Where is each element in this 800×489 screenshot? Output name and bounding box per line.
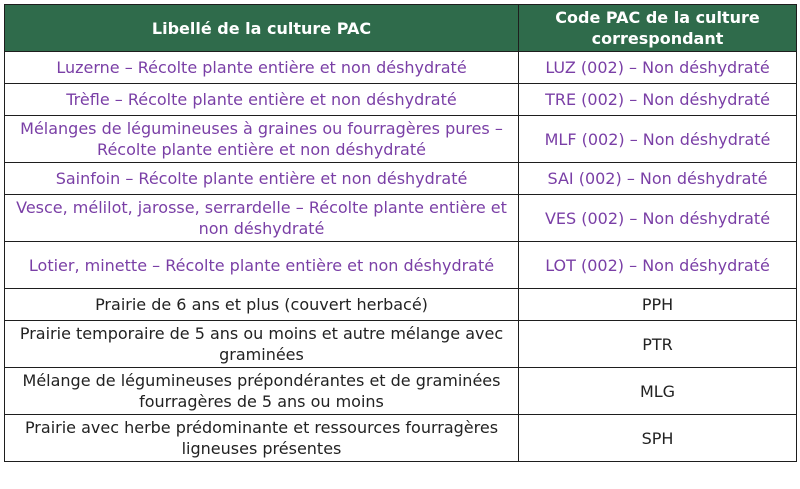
culture-label-cell: Prairie temporaire de 5 ans ou moins et autre mélange avec graminées bbox=[5, 321, 519, 368]
culture-label-cell: Prairie de 6 ans et plus (couvert herbacé) bbox=[5, 289, 519, 321]
culture-code-cell: SPH bbox=[519, 415, 797, 462]
header-label-column: Libellé de la culture PAC bbox=[5, 5, 519, 52]
culture-code-cell: PPH bbox=[519, 289, 797, 321]
culture-code-cell: LOT (002) – Non déshydraté bbox=[519, 242, 797, 289]
culture-label-cell: Lotier, minette – Récolte plante entière et non déshydraté bbox=[5, 242, 519, 289]
table-row bbox=[5, 321, 797, 368]
culture-code-cell: LUZ (002) – Non déshydraté bbox=[519, 52, 797, 84]
table-row bbox=[5, 368, 797, 415]
table-row bbox=[5, 163, 797, 195]
culture-code-cell: MLF (002) – Non déshydraté bbox=[519, 116, 797, 163]
table-row bbox=[5, 52, 797, 84]
culture-code-cell: SAI (002) – Non déshydraté bbox=[519, 163, 797, 195]
culture-code-cell: VES (002) – Non déshydraté bbox=[519, 195, 797, 242]
culture-label-cell: Vesce, mélilot, jarosse, serrardelle – Récolte plante entière et non déshydraté bbox=[5, 195, 519, 242]
culture-label-cell: Sainfoin – Récolte plante entière et non déshydraté bbox=[5, 163, 519, 195]
table-row bbox=[5, 116, 797, 163]
culture-label-cell: Trèfle – Récolte plante entière et non déshydraté bbox=[5, 84, 519, 116]
header-code-column: Code PAC de la culture correspondant bbox=[519, 5, 797, 52]
culture-label-cell: Luzerne – Récolte plante entière et non déshydraté bbox=[5, 52, 519, 84]
culture-label-cell: Prairie avec herbe prédominante et ressources fourragères ligneuses présentes bbox=[5, 415, 519, 462]
table-row bbox=[5, 195, 797, 242]
table-row bbox=[5, 242, 797, 289]
culture-label-cell: Mélanges de légumineuses à graines ou fourragères pures – Récolte plante entière et non déshydraté bbox=[5, 116, 519, 163]
culture-code-cell: PTR bbox=[519, 321, 797, 368]
culture-code-cell: MLG bbox=[519, 368, 797, 415]
table-row bbox=[5, 289, 797, 321]
pac-culture-table bbox=[4, 4, 797, 462]
table-row bbox=[5, 84, 797, 116]
table-row bbox=[5, 415, 797, 462]
culture-label-cell: Mélange de légumineuses prépondérantes et de graminées fourragères de 5 ans ou moins bbox=[5, 368, 519, 415]
culture-code-cell: TRE (002) – Non déshydraté bbox=[519, 84, 797, 116]
table-header-row bbox=[5, 5, 797, 52]
